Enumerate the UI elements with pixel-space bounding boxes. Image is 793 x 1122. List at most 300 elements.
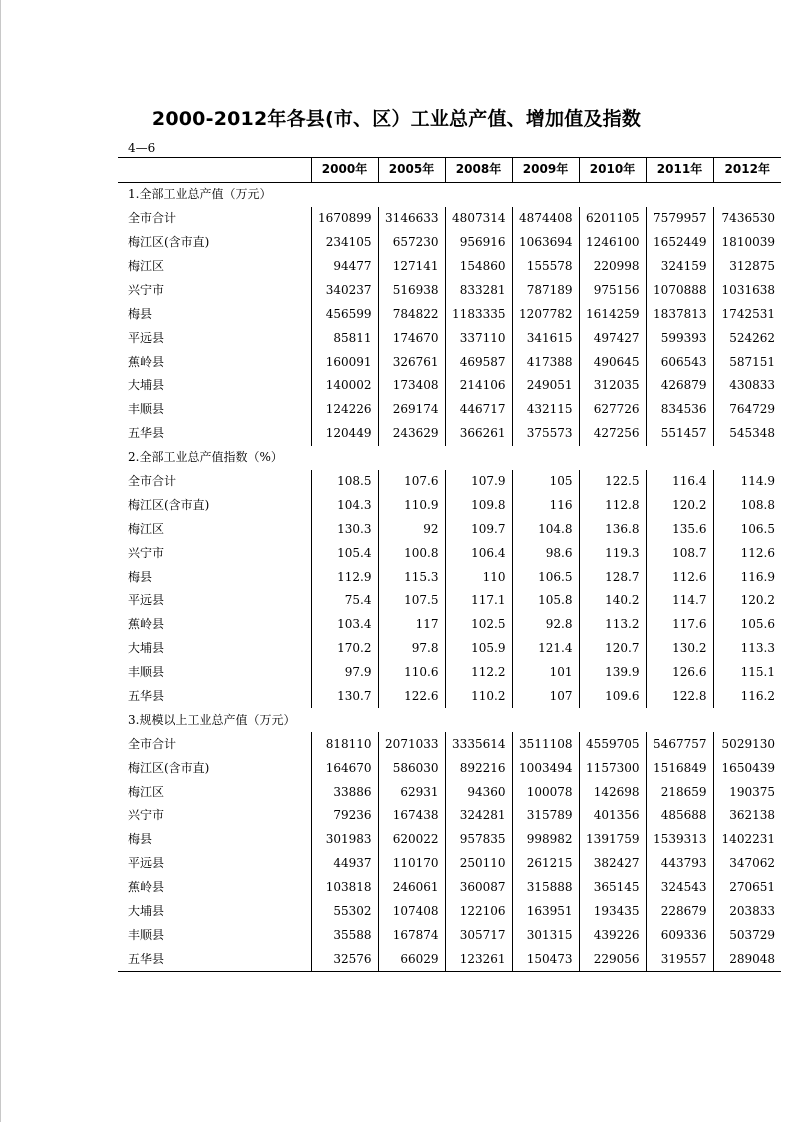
value-cell: 432115: [512, 398, 579, 422]
value-cell: 105.9: [445, 637, 512, 661]
table-row: [118, 685, 781, 709]
value-cell: 1207782: [512, 302, 579, 326]
value-cell: 301315: [512, 924, 579, 948]
value-cell: 103.4: [311, 613, 378, 637]
value-cell: 107408: [378, 900, 445, 924]
value-cell: 140002: [311, 374, 378, 398]
value-cell: 1157300: [579, 756, 646, 780]
empty-cell: [378, 182, 445, 206]
value-cell: 173408: [378, 374, 445, 398]
section-heading-row: [118, 708, 781, 732]
table-row: [118, 900, 781, 924]
table-row: [118, 231, 781, 255]
value-cell: 956916: [445, 231, 512, 255]
empty-cell: [579, 708, 646, 732]
value-cell: 4807314: [445, 207, 512, 231]
value-cell: 1183335: [445, 302, 512, 326]
value-cell: 5467757: [646, 732, 713, 756]
table-row: [118, 852, 781, 876]
value-cell: 4559705: [579, 732, 646, 756]
row-label: 全市合计: [128, 736, 177, 751]
table-row: [118, 661, 781, 685]
header-cell-label: [118, 158, 311, 183]
value-cell: 130.2: [646, 637, 713, 661]
value-cell: 218659: [646, 780, 713, 804]
header-cell-year: 2009年: [512, 158, 579, 183]
value-cell: 469587: [445, 350, 512, 374]
value-cell: 319557: [646, 947, 713, 971]
value-cell: 214106: [445, 374, 512, 398]
value-cell: 92.8: [512, 613, 579, 637]
row-label: 五华县: [128, 689, 165, 704]
value-cell: 3335614: [445, 732, 512, 756]
value-cell: 130.7: [311, 685, 378, 709]
table-row: [118, 493, 781, 517]
value-cell: 362138: [713, 804, 781, 828]
value-cell: 490645: [579, 350, 646, 374]
row-label: 蕉岭县: [128, 617, 165, 632]
value-cell: 116.2: [713, 685, 781, 709]
value-cell: 1031638: [713, 278, 781, 302]
value-cell: 94477: [311, 255, 378, 279]
value-cell: 117: [378, 613, 445, 637]
value-cell: 627726: [579, 398, 646, 422]
value-cell: 324281: [445, 804, 512, 828]
value-cell: 135.6: [646, 517, 713, 541]
value-cell: 110170: [378, 852, 445, 876]
value-cell: 545348: [713, 422, 781, 446]
value-cell: 55302: [311, 900, 378, 924]
value-cell: 446717: [445, 398, 512, 422]
value-cell: 360087: [445, 876, 512, 900]
row-label: 全市合计: [128, 211, 177, 226]
value-cell: 101: [512, 661, 579, 685]
empty-cell: [713, 182, 781, 206]
table-row: [118, 255, 781, 279]
row-label: 兴宁市: [128, 808, 165, 823]
empty-cell: [646, 446, 713, 470]
value-cell: 109.7: [445, 517, 512, 541]
row-label: 丰顺县: [128, 665, 165, 680]
table-row: [118, 876, 781, 900]
value-cell: 606543: [646, 350, 713, 374]
value-cell: 110: [445, 565, 512, 589]
value-cell: 401356: [579, 804, 646, 828]
value-cell: 365145: [579, 876, 646, 900]
value-cell: 975156: [579, 278, 646, 302]
value-cell: 1614259: [579, 302, 646, 326]
value-cell: 128.7: [579, 565, 646, 589]
empty-cell: [512, 708, 579, 732]
value-cell: 341615: [512, 326, 579, 350]
value-cell: 1516849: [646, 756, 713, 780]
value-cell: 114.7: [646, 589, 713, 613]
empty-cell: [646, 708, 713, 732]
value-cell: 115.3: [378, 565, 445, 589]
value-cell: 109.8: [445, 493, 512, 517]
value-cell: 503729: [713, 924, 781, 948]
table-row: [118, 637, 781, 661]
value-cell: 270651: [713, 876, 781, 900]
value-cell: 340237: [311, 278, 378, 302]
value-cell: 1063694: [512, 231, 579, 255]
value-cell: 112.6: [646, 565, 713, 589]
value-cell: 116: [512, 493, 579, 517]
value-cell: 163951: [512, 900, 579, 924]
value-cell: 4874408: [512, 207, 579, 231]
row-label: 丰顺县: [128, 927, 165, 942]
value-cell: 312035: [579, 374, 646, 398]
value-cell: 105.4: [311, 541, 378, 565]
row-label: 大埔县: [128, 641, 165, 656]
value-cell: 301983: [311, 828, 378, 852]
value-cell: 150473: [512, 947, 579, 971]
value-cell: 121.4: [512, 637, 579, 661]
value-cell: 193435: [579, 900, 646, 924]
value-cell: 92: [378, 517, 445, 541]
value-cell: 164670: [311, 756, 378, 780]
value-cell: 108.5: [311, 470, 378, 494]
value-cell: 110.6: [378, 661, 445, 685]
value-cell: 305717: [445, 924, 512, 948]
value-cell: 112.8: [579, 493, 646, 517]
header-cell-year: 2000年: [311, 158, 378, 183]
value-cell: 1650439: [713, 756, 781, 780]
value-cell: 430833: [713, 374, 781, 398]
table-row: [118, 541, 781, 565]
value-cell: 250110: [445, 852, 512, 876]
value-cell: 66029: [378, 947, 445, 971]
value-cell: 1539313: [646, 828, 713, 852]
value-cell: 107.6: [378, 470, 445, 494]
value-cell: 337110: [445, 326, 512, 350]
data-table: [118, 157, 781, 972]
table-row: [118, 374, 781, 398]
value-cell: 120449: [311, 422, 378, 446]
table-row: [118, 732, 781, 756]
row-label: 梅县: [128, 569, 153, 584]
value-cell: 100078: [512, 780, 579, 804]
value-cell: 599393: [646, 326, 713, 350]
value-cell: 97.8: [378, 637, 445, 661]
value-cell: 587151: [713, 350, 781, 374]
value-cell: 170.2: [311, 637, 378, 661]
row-label: 梅江区: [128, 521, 165, 536]
table-number: 4—6: [128, 141, 156, 155]
empty-cell: [713, 708, 781, 732]
value-cell: 315888: [512, 876, 579, 900]
value-cell: 120.2: [646, 493, 713, 517]
value-cell: 104.8: [512, 517, 579, 541]
value-cell: 3146633: [378, 207, 445, 231]
table-row: [118, 326, 781, 350]
section-heading-row: [118, 446, 781, 470]
header-cell-year: 2008年: [445, 158, 512, 183]
value-cell: 1246100: [579, 231, 646, 255]
value-cell: 1670899: [311, 207, 378, 231]
value-cell: 228679: [646, 900, 713, 924]
value-cell: 79236: [311, 804, 378, 828]
row-label: 蕉岭县: [128, 880, 165, 895]
row-label: 平远县: [128, 593, 165, 608]
value-cell: 85811: [311, 326, 378, 350]
page-title: 2000-2012年各县(市、区）工业总产值、增加值及指数: [151, 108, 642, 130]
value-cell: 998982: [512, 828, 579, 852]
empty-cell: [579, 446, 646, 470]
table-row: [118, 470, 781, 494]
value-cell: 375573: [512, 422, 579, 446]
value-cell: 326761: [378, 350, 445, 374]
value-cell: 94360: [445, 780, 512, 804]
row-label: 平远县: [128, 856, 165, 871]
value-cell: 105: [512, 470, 579, 494]
value-cell: 108.8: [713, 493, 781, 517]
table-row: [118, 278, 781, 302]
section-heading: 2.全部工业总产值指数（%）: [128, 450, 283, 465]
row-label: 梅县: [128, 832, 153, 847]
value-cell: 122106: [445, 900, 512, 924]
value-cell: 784822: [378, 302, 445, 326]
value-cell: 6201105: [579, 207, 646, 231]
value-cell: 382427: [579, 852, 646, 876]
value-cell: 35588: [311, 924, 378, 948]
value-cell: 7579957: [646, 207, 713, 231]
row-label: 五华县: [128, 426, 165, 441]
value-cell: 443793: [646, 852, 713, 876]
table-row: [118, 947, 781, 971]
table-row: [118, 613, 781, 637]
value-cell: 44937: [311, 852, 378, 876]
value-cell: 2071033: [378, 732, 445, 756]
table-row: [118, 207, 781, 231]
value-cell: 167874: [378, 924, 445, 948]
row-label: 梅县: [128, 306, 153, 321]
value-cell: 269174: [378, 398, 445, 422]
row-label: 大埔县: [128, 904, 165, 919]
value-cell: 957835: [445, 828, 512, 852]
value-cell: 116.9: [713, 565, 781, 589]
value-cell: 324159: [646, 255, 713, 279]
value-cell: 107.9: [445, 470, 512, 494]
value-cell: 115.1: [713, 661, 781, 685]
empty-cell: [445, 708, 512, 732]
value-cell: 1402231: [713, 828, 781, 852]
value-cell: 102.5: [445, 613, 512, 637]
table-row: [118, 422, 781, 446]
value-cell: 1391759: [579, 828, 646, 852]
value-cell: 112.6: [713, 541, 781, 565]
value-cell: 122.8: [646, 685, 713, 709]
value-cell: 439226: [579, 924, 646, 948]
empty-cell: [378, 446, 445, 470]
value-cell: 497427: [579, 326, 646, 350]
value-cell: 104.3: [311, 493, 378, 517]
value-cell: 126.6: [646, 661, 713, 685]
value-cell: 100.8: [378, 541, 445, 565]
value-cell: 116.4: [646, 470, 713, 494]
table-row: [118, 517, 781, 541]
value-cell: 117.1: [445, 589, 512, 613]
value-cell: 220998: [579, 255, 646, 279]
value-cell: 120.7: [579, 637, 646, 661]
empty-cell: [378, 708, 445, 732]
value-cell: 113.3: [713, 637, 781, 661]
value-cell: 155578: [512, 255, 579, 279]
value-cell: 122.5: [579, 470, 646, 494]
section-heading-row: [118, 182, 781, 206]
value-cell: 106.4: [445, 541, 512, 565]
row-label: 梅江区(含市直): [128, 497, 210, 512]
value-cell: 106.5: [512, 565, 579, 589]
value-cell: 551457: [646, 422, 713, 446]
empty-cell: [512, 182, 579, 206]
table-row: [118, 565, 781, 589]
value-cell: 417388: [512, 350, 579, 374]
value-cell: 249051: [512, 374, 579, 398]
value-cell: 110.9: [378, 493, 445, 517]
value-cell: 1070888: [646, 278, 713, 302]
table-row: [118, 302, 781, 326]
value-cell: 112.2: [445, 661, 512, 685]
table-row: [118, 828, 781, 852]
value-cell: 124226: [311, 398, 378, 422]
value-cell: 122.6: [378, 685, 445, 709]
value-cell: 105.8: [512, 589, 579, 613]
empty-cell: [445, 446, 512, 470]
value-cell: 75.4: [311, 589, 378, 613]
value-cell: 136.8: [579, 517, 646, 541]
value-cell: 107.5: [378, 589, 445, 613]
value-cell: 234105: [311, 231, 378, 255]
value-cell: 1810039: [713, 231, 781, 255]
value-cell: 119.3: [579, 541, 646, 565]
value-cell: 110.2: [445, 685, 512, 709]
table-body: [118, 182, 781, 971]
row-label: 兴宁市: [128, 545, 165, 560]
value-cell: 174670: [378, 326, 445, 350]
table-row: [118, 756, 781, 780]
empty-cell: [311, 446, 378, 470]
value-cell: 246061: [378, 876, 445, 900]
value-cell: 456599: [311, 302, 378, 326]
table-row: [118, 398, 781, 422]
header-cell-year: 2012年: [713, 158, 781, 183]
row-label: 梅江区(含市直): [128, 235, 210, 250]
value-cell: 112.9: [311, 565, 378, 589]
value-cell: 140.2: [579, 589, 646, 613]
value-cell: 190375: [713, 780, 781, 804]
value-cell: 485688: [646, 804, 713, 828]
value-cell: 586030: [378, 756, 445, 780]
value-cell: 834536: [646, 398, 713, 422]
value-cell: 114.9: [713, 470, 781, 494]
header-row: [118, 158, 781, 183]
value-cell: 289048: [713, 947, 781, 971]
value-cell: 426879: [646, 374, 713, 398]
table-row: [118, 589, 781, 613]
row-label: 兴宁市: [128, 282, 165, 297]
row-label: 梅江区: [128, 259, 165, 273]
value-cell: 33886: [311, 780, 378, 804]
empty-cell: [311, 182, 378, 206]
value-cell: 109.6: [579, 685, 646, 709]
value-cell: 203833: [713, 900, 781, 924]
value-cell: 324543: [646, 876, 713, 900]
value-cell: 516938: [378, 278, 445, 302]
value-cell: 7436530: [713, 207, 781, 231]
value-cell: 98.6: [512, 541, 579, 565]
value-cell: 106.5: [713, 517, 781, 541]
header-cell-year: 2010年: [579, 158, 646, 183]
value-cell: 160091: [311, 350, 378, 374]
table-row: [118, 350, 781, 374]
value-cell: 764729: [713, 398, 781, 422]
value-cell: 120.2: [713, 589, 781, 613]
value-cell: 3511108: [512, 732, 579, 756]
value-cell: 1652449: [646, 231, 713, 255]
row-label: 五华县: [118, 947, 311, 971]
value-cell: 818110: [311, 732, 378, 756]
value-cell: 366261: [445, 422, 512, 446]
value-cell: 315789: [512, 804, 579, 828]
table-row: [118, 804, 781, 828]
value-cell: 103818: [311, 876, 378, 900]
value-cell: 127141: [378, 255, 445, 279]
empty-cell: [445, 182, 512, 206]
section-heading: 3.规模以上工业总产值（万元）: [128, 712, 296, 727]
value-cell: 108.7: [646, 541, 713, 565]
empty-cell: [579, 182, 646, 206]
value-cell: 243629: [378, 422, 445, 446]
table-row: [118, 924, 781, 948]
page-left-border: [0, 0, 1, 1122]
row-label: 梅江区(含市直): [128, 760, 210, 775]
value-cell: 113.2: [579, 613, 646, 637]
row-label: 全市合计: [128, 474, 177, 489]
section-heading: 1.全部工业总产值（万元）: [128, 187, 272, 202]
row-label: 平远县: [128, 330, 165, 345]
row-label: 丰顺县: [128, 402, 165, 417]
value-cell: 117.6: [646, 613, 713, 637]
value-cell: 105.6: [713, 613, 781, 637]
value-cell: 1742531: [713, 302, 781, 326]
value-cell: 5029130: [713, 732, 781, 756]
value-cell: 312875: [713, 255, 781, 279]
header-cell-year: 2005年: [378, 158, 445, 183]
value-cell: 609336: [646, 924, 713, 948]
row-label: 大埔县: [128, 378, 165, 393]
header-cell-year: 2011年: [646, 158, 713, 183]
value-cell: 787189: [512, 278, 579, 302]
value-cell: 657230: [378, 231, 445, 255]
table-row: [118, 780, 781, 804]
value-cell: 1003494: [512, 756, 579, 780]
value-cell: 97.9: [311, 661, 378, 685]
row-label: 蕉岭县: [128, 354, 165, 369]
value-cell: 427256: [579, 422, 646, 446]
value-cell: 229056: [579, 947, 646, 971]
value-cell: 154860: [445, 255, 512, 279]
value-cell: 167438: [378, 804, 445, 828]
value-cell: 261215: [512, 852, 579, 876]
value-cell: 32576: [311, 947, 378, 971]
value-cell: 347062: [713, 852, 781, 876]
empty-cell: [713, 446, 781, 470]
empty-cell: [646, 182, 713, 206]
empty-cell: [311, 708, 378, 732]
row-label: 梅江区: [128, 784, 165, 799]
value-cell: 123261: [445, 947, 512, 971]
